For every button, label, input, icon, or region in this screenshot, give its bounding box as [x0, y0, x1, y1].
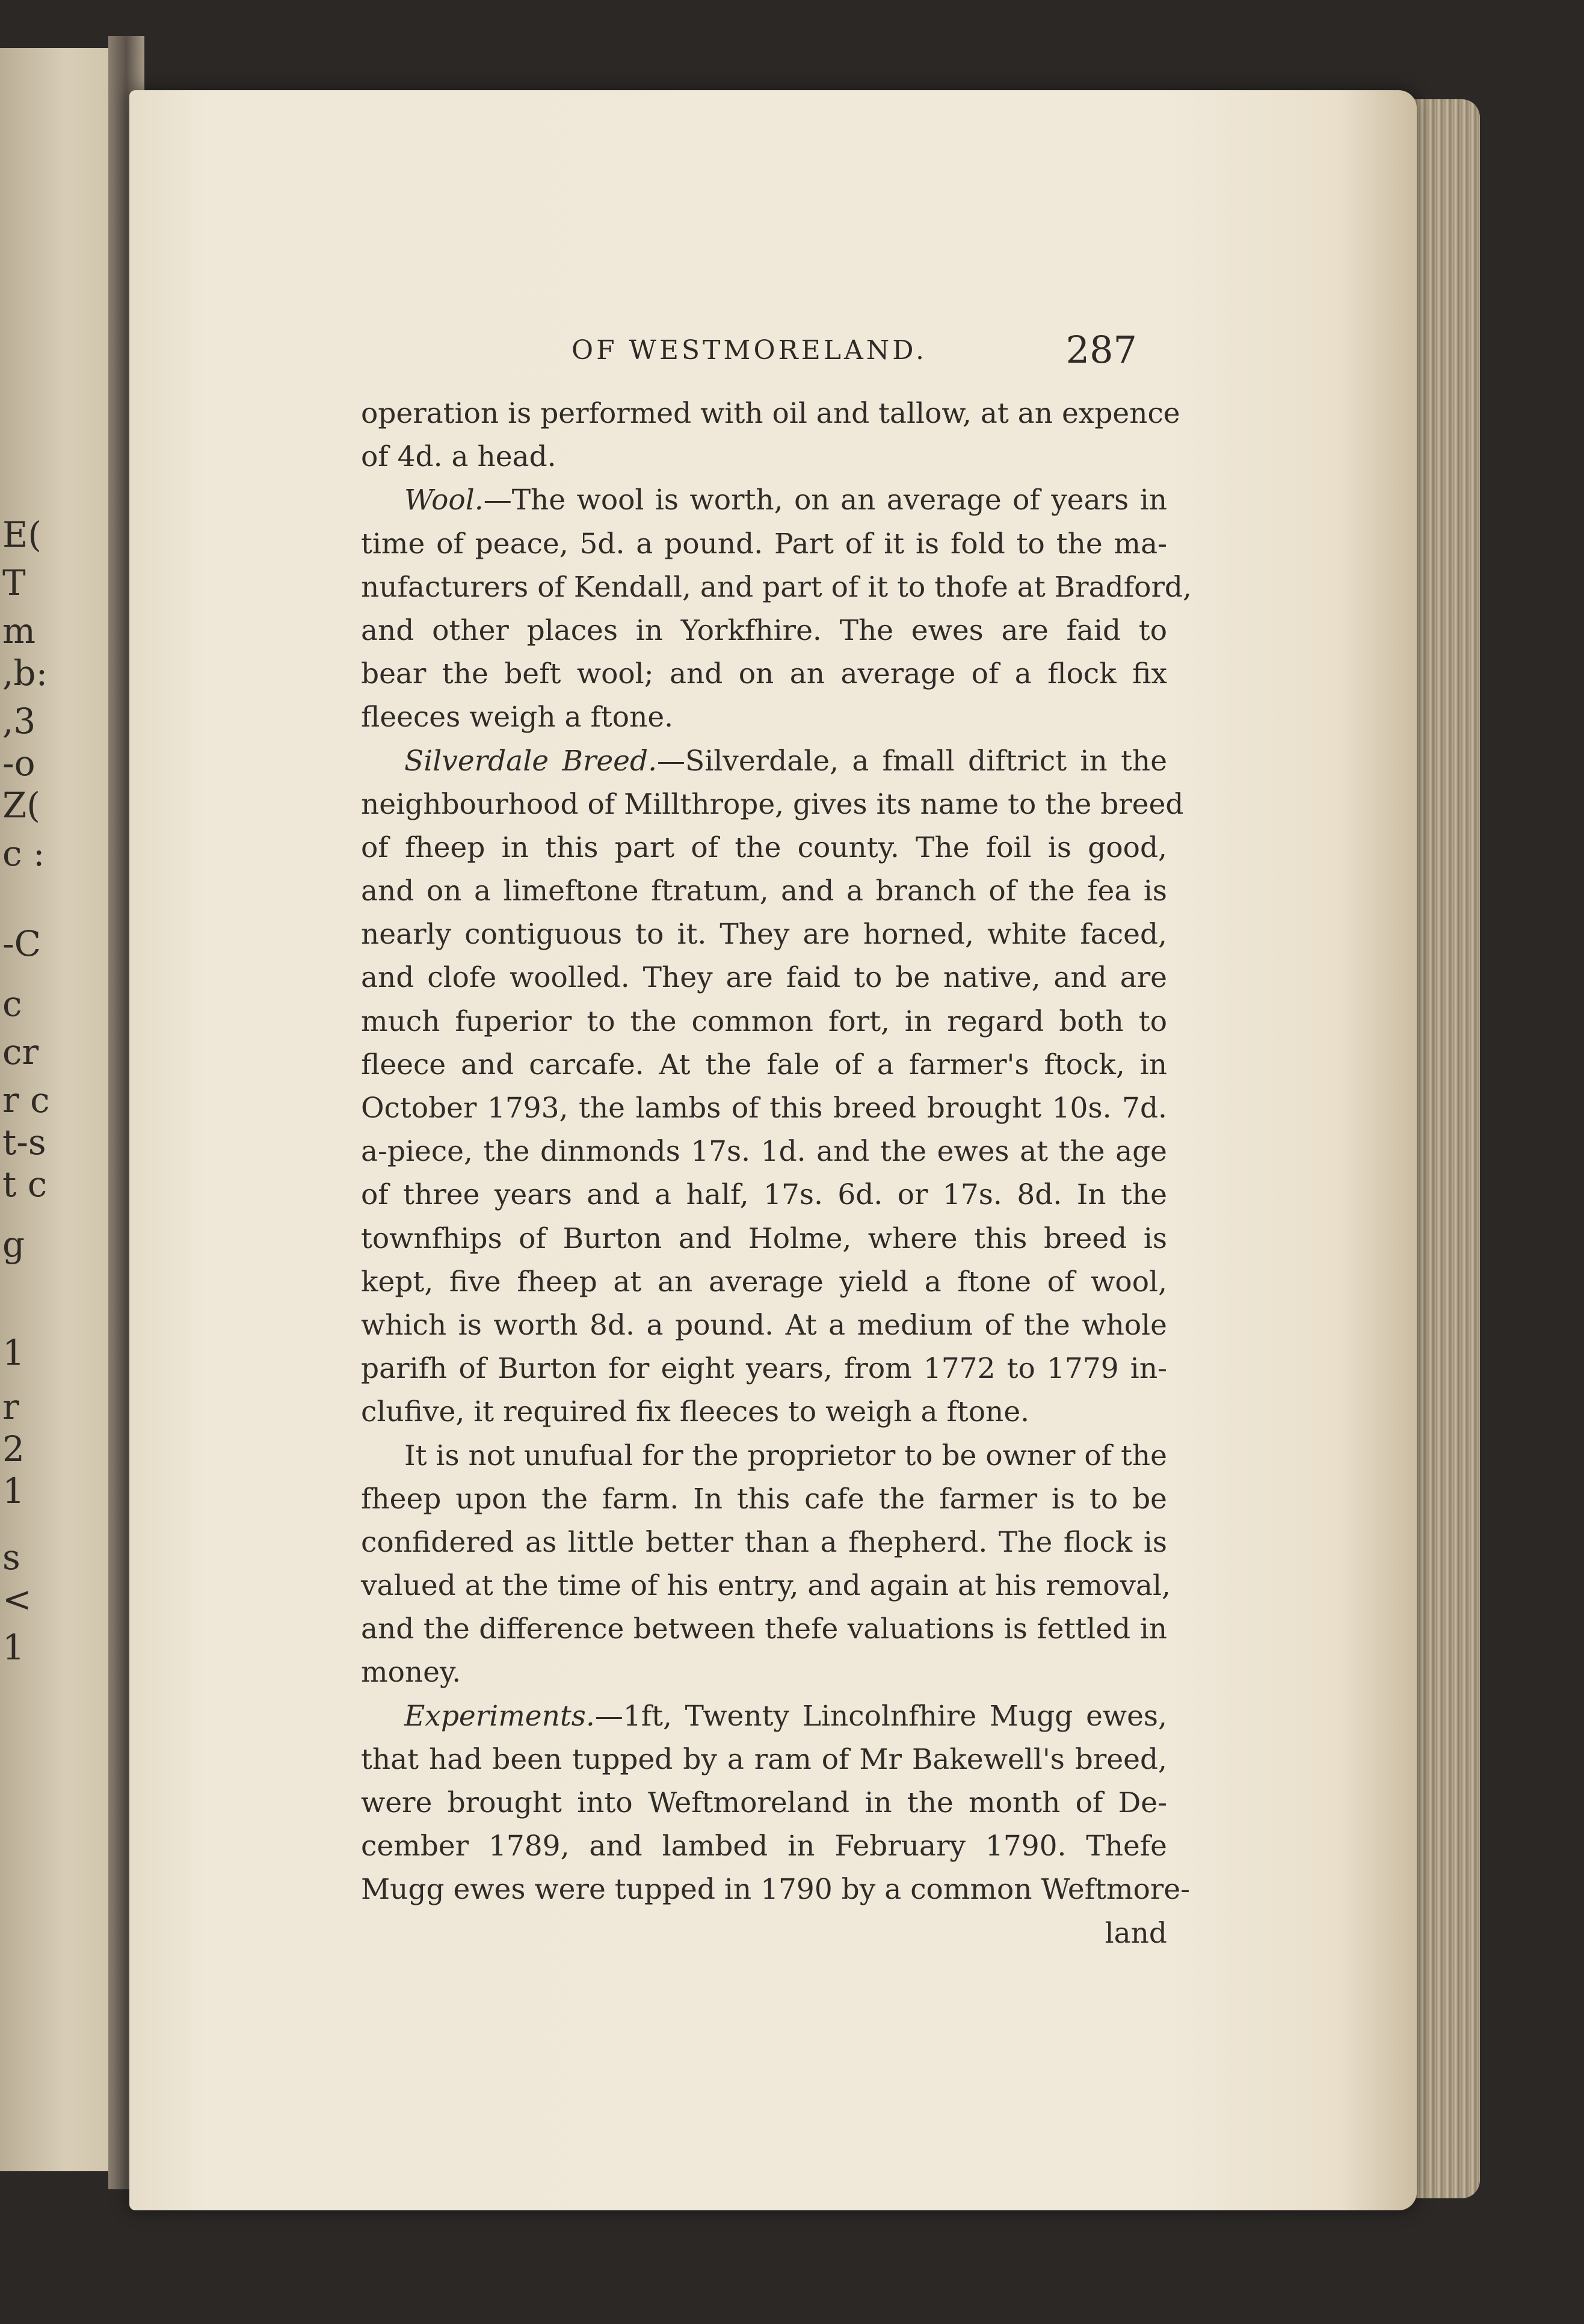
- line-text: —The wool is worth, on an average of years in: [483, 484, 1167, 517]
- section-heading: Experiments.: [404, 1699, 595, 1733]
- previous-page-fragment: 2: [2, 1428, 25, 1469]
- previous-page-fragment: c: [2, 983, 22, 1024]
- text-line: [361, 913, 1167, 956]
- previous-page-fragment: T: [2, 562, 26, 603]
- line-text: were brought into Weftmoreland in the month of De-: [361, 1786, 1167, 1819]
- text-line: [361, 1868, 1191, 1911]
- text-line: [361, 609, 1167, 653]
- text-line: [361, 956, 1167, 1000]
- previous-page-fragment: t c: [2, 1164, 48, 1205]
- text-line: [361, 1130, 1167, 1173]
- text-line: [361, 696, 1167, 739]
- line-text: fheep upon the farm. In this cafe the farmer is to be: [361, 1482, 1167, 1516]
- text-line: [361, 1173, 1167, 1217]
- line-text: neighbourhood of Millthrope, gives its name to the breed: [361, 787, 1184, 821]
- text-line: [361, 1391, 1167, 1434]
- previous-page-fragment: ,3: [2, 701, 36, 742]
- text-line: [361, 826, 1167, 870]
- line-text: kept, five fheep at an average yield a ftone of wool,: [361, 1265, 1167, 1299]
- section-heading: Wool.: [404, 484, 484, 517]
- catchword-line: [361, 1912, 1167, 1955]
- text-line: [361, 870, 1167, 913]
- text-line: [361, 566, 1192, 609]
- text-line: [361, 1044, 1167, 1087]
- previous-page-fragment: r c: [2, 1080, 50, 1120]
- line-text: which is worth 8d. a pound. At a medium of the whole: [361, 1308, 1167, 1342]
- text-line: [361, 1825, 1167, 1868]
- line-text: of 4d. a head.: [361, 440, 556, 474]
- line-text: and on a limeftone ftratum, and a branch of the fea is: [361, 875, 1167, 908]
- previous-page-fragment: -o: [2, 743, 35, 784]
- line-text: bear the beft wool; and on an average of a flock fix: [361, 657, 1167, 691]
- previous-page-fragment: 1: [2, 1627, 25, 1668]
- line-text: fleeces weigh a ftone.: [361, 701, 674, 734]
- previous-page-fragment: m: [2, 610, 35, 651]
- text-line: [361, 1000, 1167, 1044]
- previous-page-fragment: 1: [2, 1332, 25, 1373]
- previous-page-fragment: Z(: [2, 785, 40, 826]
- previous-page-fragment: r: [2, 1386, 19, 1427]
- line-text: October 1793, the lambs of this breed brought 10s. 7d.: [361, 1092, 1167, 1125]
- previous-page-fragment: cr: [2, 1031, 39, 1072]
- text-line: [361, 1651, 1167, 1694]
- previous-page-fragment: ,b:: [2, 653, 48, 693]
- line-text: much fuperior to the common fort, in regard both to: [361, 1004, 1167, 1038]
- text-line: [361, 392, 1180, 435]
- running-title: OF WESTMORELAND.: [572, 335, 927, 366]
- text-line: [361, 1564, 1171, 1608]
- text-line: [361, 783, 1184, 826]
- section-heading: Silverdale Breed.: [404, 744, 658, 778]
- line-text: confidered as little better than a fhepherd. The flock is: [361, 1525, 1167, 1559]
- body-text: [361, 392, 1192, 1955]
- line-text: valued at the time of his entry, and again at his removal,: [361, 1569, 1171, 1603]
- line-text: Mugg ewes were tupped in 1790 by a common Weftmore-: [361, 1873, 1191, 1907]
- line-text: clufive, it required fix fleeces to weigh a ftone.: [361, 1395, 1030, 1429]
- previous-page-fragment: 1: [2, 1471, 25, 1511]
- text-line: [361, 1304, 1167, 1347]
- previous-page-fragment: t-s: [2, 1122, 46, 1163]
- line-text: of three years and a half, 17s. 6d. or 17s. 8d. In the: [361, 1178, 1167, 1212]
- line-text: nufacturers of Kendall, and part of it to thofe at Bradford,: [361, 570, 1192, 604]
- text-line: [361, 1261, 1167, 1304]
- text-line: [361, 435, 1167, 479]
- text-line: [361, 1521, 1167, 1564]
- text-line: [361, 1738, 1167, 1781]
- line-text: It is not unufual for the proprietor to be owner of the: [404, 1439, 1167, 1472]
- line-text: that had been tupped by a ram of Mr Bakewell's breed,: [361, 1742, 1167, 1776]
- text-line: [361, 1781, 1167, 1825]
- page-edges: [1411, 99, 1480, 2198]
- previous-page-fragment: E(: [2, 514, 42, 555]
- previous-page-fragment: c :: [2, 833, 45, 874]
- line-text: a-piece, the dinmonds 17s. 1d. and the ewes at the age: [361, 1135, 1167, 1169]
- text-line: [361, 740, 1167, 783]
- line-text: fleece and carcafe. At the fale of a farmer's ftock, in: [361, 1048, 1167, 1081]
- text-line: [361, 479, 1167, 522]
- text-line: [361, 1695, 1167, 1738]
- line-text: and other places in Yorkfhire. The ewes are faid to: [361, 613, 1167, 647]
- line-text: cember 1789, and lambed in February 1790. Thefe: [361, 1830, 1167, 1863]
- previous-page: [0, 48, 120, 2171]
- previous-page-fragment: s: [2, 1537, 20, 1578]
- text-line: [361, 1478, 1167, 1521]
- line-text: townfhips of Burton and Holme, where this breed is: [361, 1222, 1167, 1255]
- text-line: [361, 1434, 1167, 1478]
- line-text: money.: [361, 1656, 461, 1689]
- previous-page-fragment: <: [2, 1579, 32, 1620]
- line-text: of fheep in this part of the county. The foil is good,: [361, 831, 1167, 864]
- line-text: —Silverdale, a fmall diftrict in the: [657, 744, 1168, 778]
- line-text: and clofe woolled. They are faid to be native, and are: [361, 961, 1167, 995]
- text-line: [361, 1217, 1167, 1261]
- text-line: [361, 1087, 1167, 1130]
- catchword: land: [1105, 1916, 1167, 1950]
- text-line: [361, 1608, 1167, 1651]
- page-header: [572, 328, 1137, 388]
- text-line: [361, 653, 1167, 696]
- previous-page-fragment: -C: [2, 923, 41, 964]
- page-number: 287: [1065, 328, 1137, 372]
- line-text: time of peace, 5d. a pound. Part of it is fold to the ma-: [361, 527, 1167, 561]
- line-text: and the difference between thefe valuations is fettled in: [361, 1612, 1167, 1646]
- line-text: —1ft, Twenty Lincolnfhire Mugg ewes,: [594, 1699, 1167, 1733]
- previous-page-fragment: g: [2, 1224, 25, 1265]
- text-line: [361, 1347, 1167, 1391]
- line-text: parifh of Burton for eight years, from 1772 to 1779 in-: [361, 1352, 1167, 1386]
- line-text: operation is performed with oil and tallow, at an expence: [361, 397, 1180, 430]
- text-line: [361, 523, 1167, 566]
- line-text: nearly contiguous to it. They are horned, white faced,: [361, 918, 1167, 951]
